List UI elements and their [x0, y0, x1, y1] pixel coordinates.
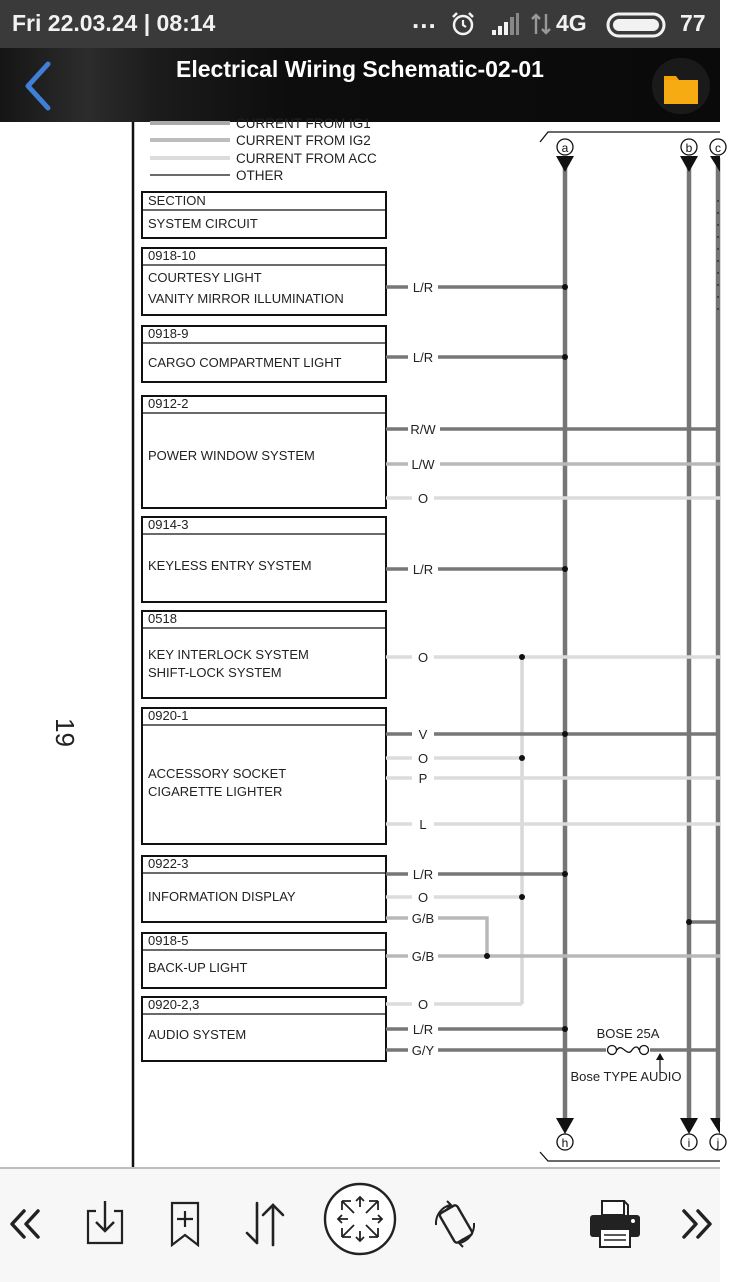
section-code: 0918-5 — [148, 933, 189, 948]
wire-label: O — [417, 751, 429, 766]
wire-label: L/R — [412, 1022, 434, 1037]
legend-label-acc: CURRENT FROM ACC — [236, 151, 377, 166]
section-code: 0920-2,3 — [148, 997, 200, 1012]
section-line: AUDIO SYSTEM — [148, 1027, 247, 1042]
bus-terminal-a-label: a — [561, 141, 569, 155]
section-box-0920-1 — [142, 708, 386, 844]
wire-label: L/W — [411, 457, 435, 472]
battery-level: 77 — [680, 10, 706, 36]
print-button[interactable] — [580, 1189, 650, 1259]
section-code: 0920-1 — [148, 708, 189, 723]
wire-label: L/R — [412, 280, 434, 295]
wire-label: L — [419, 817, 427, 832]
section-header-box — [142, 192, 386, 238]
download-icon — [70, 1189, 140, 1259]
wire-label: O — [417, 890, 429, 905]
section-line: KEY INTERLOCK SYSTEM — [148, 647, 309, 662]
wire-label: L/R — [412, 350, 434, 365]
section-box-0922-3 — [142, 856, 386, 922]
bus-terminal-i-label: i — [687, 1136, 691, 1150]
section-line: POWER WINDOW SYSTEM — [148, 448, 315, 463]
legend-label-ig1: CURRENT FROM IG1 — [236, 116, 371, 131]
legend-label-ig2: CURRENT FROM IG2 — [236, 133, 371, 148]
expand-arrows-icon — [322, 1181, 398, 1257]
battery-icon — [606, 12, 668, 38]
section-code: 0912-2 — [148, 396, 189, 411]
section-box-0518 — [142, 611, 386, 698]
rotate-device-icon — [420, 1189, 490, 1259]
junction-dot — [562, 871, 568, 877]
junction-dot — [562, 1026, 568, 1032]
bus-bottom-bracket — [540, 1152, 720, 1161]
section-code: 0918-10 — [148, 248, 196, 263]
fuse-label: BOSE 25A — [596, 1026, 660, 1041]
page-number: 19 — [49, 718, 80, 747]
wire-label: O — [417, 997, 429, 1012]
wire-label: O — [417, 650, 429, 665]
bus-terminal-b-label: b — [685, 141, 693, 155]
wire-label-group — [410, 280, 436, 1058]
bus-terminal-j-label: j — [716, 1136, 720, 1150]
wire-label: L/R — [412, 867, 434, 882]
section-box-0912-2 — [142, 396, 386, 508]
section-line: BACK-UP LIGHT — [148, 960, 248, 975]
wire-gb-jumper — [438, 918, 487, 956]
bus-terminal-h-label: h — [561, 1136, 569, 1150]
last-page-button[interactable] — [660, 1189, 730, 1259]
wire-label: O — [417, 491, 429, 506]
fuse-bose-25a — [570, 1026, 681, 1084]
document-page[interactable] — [0, 116, 721, 1167]
junction-dot — [686, 919, 692, 925]
section-line: COURTESY LIGHT — [148, 270, 262, 285]
network-type: 4G — [556, 10, 587, 36]
junction-dot — [484, 953, 490, 959]
junction-dot — [562, 731, 568, 737]
bus-terminal-c-label: c — [715, 141, 721, 155]
bus-arrow-b-top — [680, 156, 698, 172]
wire-label: G/B — [411, 949, 435, 964]
section-box-0918-10 — [142, 248, 386, 315]
section-box-0918-9 — [142, 326, 386, 382]
bookmark-add-icon — [150, 1189, 220, 1259]
section-line: CIGARETTE LIGHTER — [148, 784, 283, 799]
legend-label-other: OTHER — [236, 168, 284, 183]
data-transfer-icon — [530, 12, 552, 36]
download-button[interactable] — [70, 1189, 140, 1259]
open-folder-button[interactable] — [652, 58, 710, 114]
more-notifications-indicator: ... — [412, 4, 437, 34]
signal-strength-icon — [490, 12, 520, 36]
section-code: 0922-3 — [148, 856, 189, 871]
status-bar — [0, 0, 720, 48]
wire-label: V — [418, 727, 428, 742]
status-datetime: Fri 22.03.24 | 08:14 — [12, 10, 216, 36]
section-line: ACCESSORY SOCKET — [148, 766, 287, 781]
wire-label: R/W — [410, 422, 436, 437]
junction-dot — [519, 894, 525, 900]
double-chevron-left-icon — [0, 1189, 62, 1259]
rotate-button[interactable] — [420, 1189, 490, 1259]
fit-screen-button[interactable] — [322, 1181, 398, 1257]
wire-label: G/B — [411, 911, 435, 926]
section-code: 0518 — [148, 611, 177, 626]
wire-label: L/R — [412, 562, 434, 577]
junction-dot — [562, 284, 568, 290]
junction-dot — [562, 354, 568, 360]
section-line: INFORMATION DISPLAY — [148, 889, 296, 904]
junction-dot — [519, 755, 525, 761]
printer-icon — [580, 1189, 650, 1259]
junction-dot — [519, 654, 525, 660]
add-bookmark-button[interactable] — [150, 1189, 220, 1259]
bottom-toolbar — [0, 1167, 720, 1282]
wiring-schematic — [0, 116, 721, 1167]
section-line: SHIFT-LOCK SYSTEM — [148, 665, 282, 680]
section-line: VANITY MIRROR ILLUMINATION — [148, 291, 344, 306]
document-title: Electrical Wiring Schematic-02-01 — [176, 56, 544, 82]
bus-arrow-h-bottom — [556, 1118, 574, 1134]
sort-button[interactable] — [230, 1189, 300, 1259]
wire-lines — [386, 287, 720, 1050]
section-box-0918-5 — [142, 933, 386, 988]
section-box-0920-2-3 — [142, 997, 386, 1061]
wire-label: P — [418, 771, 428, 786]
junction-dot — [562, 566, 568, 572]
section-code: 0914-3 — [148, 517, 189, 532]
bus-arrow-j-bottom — [710, 1118, 720, 1134]
section-line: KEYLESS ENTRY SYSTEM — [148, 558, 312, 573]
section-line: CARGO COMPARTMENT LIGHT — [148, 355, 342, 370]
section-box-0914-3 — [142, 517, 386, 602]
bus-arrow-i-bottom — [680, 1118, 698, 1134]
fuse-note: Bose TYPE AUDIO — [570, 1069, 682, 1084]
bus-arrow-a-top — [556, 156, 574, 172]
alarm-icon — [450, 11, 476, 37]
sort-arrows-icon — [230, 1189, 300, 1259]
legend — [150, 116, 377, 183]
app-bar — [0, 48, 720, 122]
wire-label: G/Y — [411, 1043, 435, 1058]
header-system-label: SYSTEM CIRCUIT — [148, 216, 258, 231]
first-page-button[interactable] — [0, 1189, 62, 1259]
header-section-label: SECTION — [148, 193, 206, 208]
double-chevron-right-icon — [660, 1189, 730, 1259]
section-code: 0918-9 — [148, 326, 189, 341]
folder-icon — [652, 58, 710, 114]
